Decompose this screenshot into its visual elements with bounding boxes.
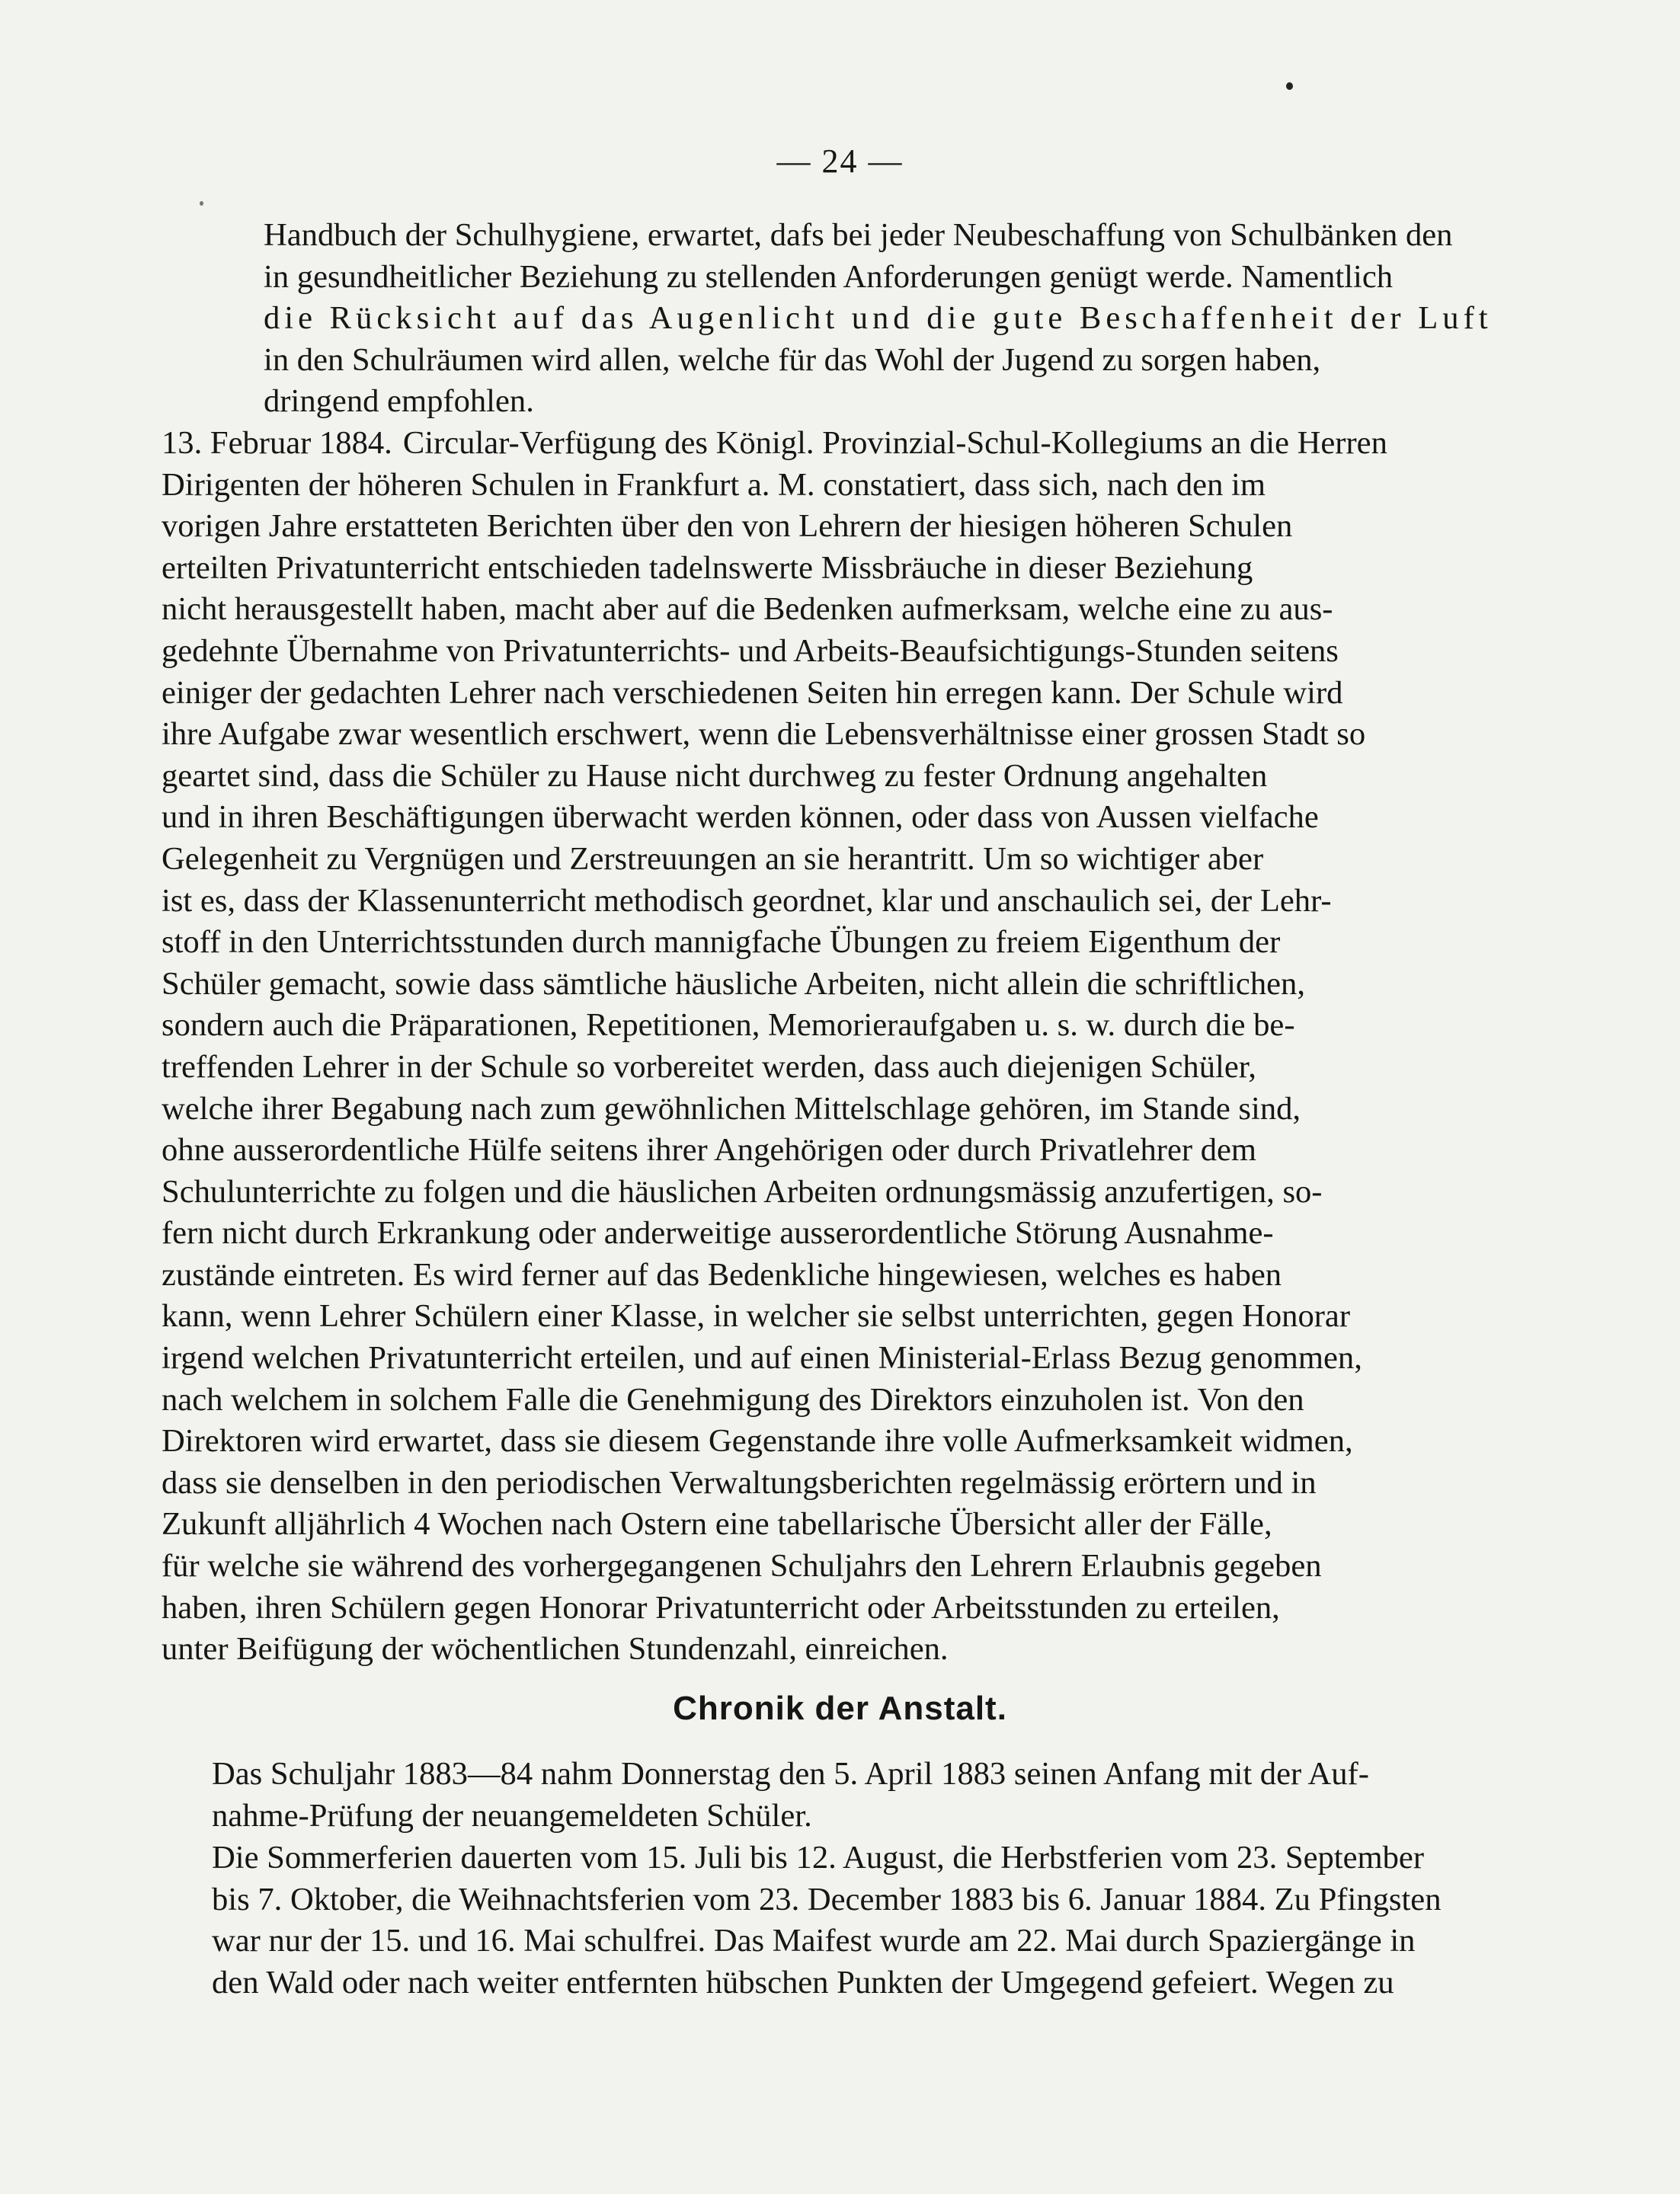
text-line: sondern auch die Präparationen, Repetitionen, Memorieraufgaben u. s. w. durch die be- — [162, 1007, 1295, 1044]
text-line: nahme-Prüfung der neuangemeldeten Schüler. — [212, 1797, 812, 1834]
text-line: Gelegenheit zu Vergnügen und Zerstreuungen an sie herantritt. Um so wichtiger aber — [162, 840, 1264, 877]
text-line: bis 7. Oktober, die Weihnachtsferien vom 23. December 1883 bis 6. Januar 1884. Zu Pfingsten — [212, 1881, 1442, 1917]
text-line: kann, wenn Lehrer Schülern einer Klasse, in welcher sie selbst unterrichten, gegen Honorar — [162, 1298, 1351, 1335]
text-line: für welche sie während des vorhergegangenen Schuljahrs den Lehrern Erlaubnis gegeben — [162, 1548, 1322, 1585]
text-line: die Rücksicht auf das Augenlicht und die gute Beschaffenheit der Luft — [264, 300, 1493, 337]
text-line: Das Schuljahr 1883—84 nahm Donnerstag den 5. April 1883 seinen Anfang mit der Auf- — [212, 1756, 1369, 1792]
text-line: Dirigenten der höheren Schulen in Frankfurt a. M. constatiert, dass sich, nach den im — [162, 466, 1266, 503]
text-line: Circular-Verfügung des Königl. Provinzial-Schul-Kollegiums an die Herren — [402, 425, 1387, 461]
text-line — [162, 423, 1544, 465]
paragraph-schuljahr — [162, 1754, 1544, 1837]
text-line: in den Schulräumen wird allen, welche für das Wohl der Jugend zu sorgen haben, — [264, 341, 1321, 378]
text-line: geartet sind, dass die Schüler zu Hause nicht durchweg zu fester Ordnung angehalten — [162, 757, 1268, 794]
text-line: war nur der 15. und 16. Mai schulfrei. Das Maifest wurde am 22. Mai durch Spaziergänge in — [212, 1923, 1416, 1959]
text-line: Zukunft alljährlich 4 Wochen nach Ostern eine tabellarische Übersicht aller der Fälle, — [162, 1506, 1272, 1543]
ink-speck — [1286, 82, 1293, 90]
text-line: nach welchem in solchem Falle die Genehmigung des Direktors einzuholen ist. Von den — [162, 1381, 1304, 1418]
text-line: nicht herausgestellt haben, macht aber auf die Bedenken aufmerksam, welche eine zu aus- — [162, 591, 1333, 628]
text-line: irgend welchen Privatunterricht erteilen, und auf einen Ministerial-Erlass Bezug genommen, — [162, 1340, 1362, 1377]
text-line: ist es, dass der Klassenunterricht methodisch geordnet, klar und anschaulich sei, der Lehr- — [162, 882, 1332, 919]
text-line: haben, ihren Schülern gegen Honorar Privatunterricht oder Arbeitsstunden zu erteilen, — [162, 1589, 1280, 1626]
text-line: unter Beifügung der wöchentlichen Stundenzahl, einreichen. — [162, 1631, 949, 1668]
section-heading-chronik: Chronik der Anstalt. — [673, 1690, 1007, 1727]
text-line: in gesundheitlicher Beziehung zu stellenden Anforderungen genügt werde. Namentlich — [264, 258, 1394, 295]
text-line: ihre Aufgabe zwar wesentlich erschwert, wenn die Lebensverhältnisse einer grossen Stadt so — [162, 716, 1366, 753]
text-line: fern nicht durch Erkrankung oder anderweitige ausserordentliche Störung Ausnahme- — [162, 1215, 1274, 1252]
text-line: dringend empfohlen. — [264, 383, 534, 420]
text-line: zustände eintreten. Es wird ferner auf das Bedenkliche hingewiesen, welches es haben — [162, 1256, 1282, 1293]
entry-date: 13. Februar 1884. — [162, 425, 392, 461]
paragraph-circular-verfuegung — [162, 423, 1544, 1671]
text-line: Handbuch der Schulhygiene, erwartet, dafs bei jeder Neubeschaffung von Schulbänken den — [264, 217, 1453, 253]
text-line: vorigen Jahre erstatteten Berichten über den von Lehrern der hiesigen höheren Schulen — [162, 508, 1293, 545]
text-line: Schüler gemacht, sowie dass sämtliche häusliche Arbeiten, nicht allein die schriftlichen, — [162, 965, 1305, 1002]
text-line: den Wald oder nach weiter entfernten hübschen Punkten der Umgegend gefeiert. Wegen zu — [212, 1964, 1394, 2001]
page-number: — 24 — — [776, 142, 904, 180]
text-line: Die Sommerferien dauerten vom 15. Juli bis 12. August, die Herbstferien vom 23. September — [212, 1840, 1425, 1876]
text-line: treffenden Lehrer in der Schule so vorbereitet werden, dass auch diejenigen Schüler, — [162, 1048, 1256, 1085]
text-line: gedehnte Übernahme von Privatunterrichts- und Arbeits-Beaufsichtigungs-Stunden seitens — [162, 632, 1339, 669]
text-line: und in ihren Beschäftigungen überwacht werden können, oder dass von Aussen vielfache — [162, 799, 1319, 836]
text-line: erteilten Privatunterricht entschieden tadelnswerte Missbräuche in dieser Beziehung — [162, 549, 1253, 586]
text-line: einiger der gedachten Lehrer nach verschiedenen Seiten hin erregen kann. Der Schule wird — [162, 674, 1343, 711]
text-line: ohne ausserordentliche Hülfe seitens ihrer Angehörigen oder durch Privatlehrer dem — [162, 1132, 1257, 1169]
paragraph-ferien — [162, 1837, 1544, 2004]
text-line: Schulunterrichte zu folgen und die häuslichen Arbeiten ordnungsmässig anzufertigen, so- — [162, 1173, 1323, 1210]
text-line: dass sie denselben in den periodischen Verwaltungsberichten regelmässig erörtern und in — [162, 1464, 1317, 1501]
text-line: welche ihrer Begabung nach zum gewöhnlichen Mittelschlage gehören, im Stande sind, — [162, 1090, 1301, 1127]
paragraph-schulhygiene — [162, 215, 1544, 423]
text-line: Direktoren wird erwartet, dass sie diesem Gegenstande ihre volle Aufmerksamkeit widmen, — [162, 1423, 1353, 1460]
ink-speck — [200, 201, 203, 206]
text-line: stoff in den Unterrichtsstunden durch mannigfache Übungen zu freiem Eigenthum der — [162, 924, 1281, 961]
